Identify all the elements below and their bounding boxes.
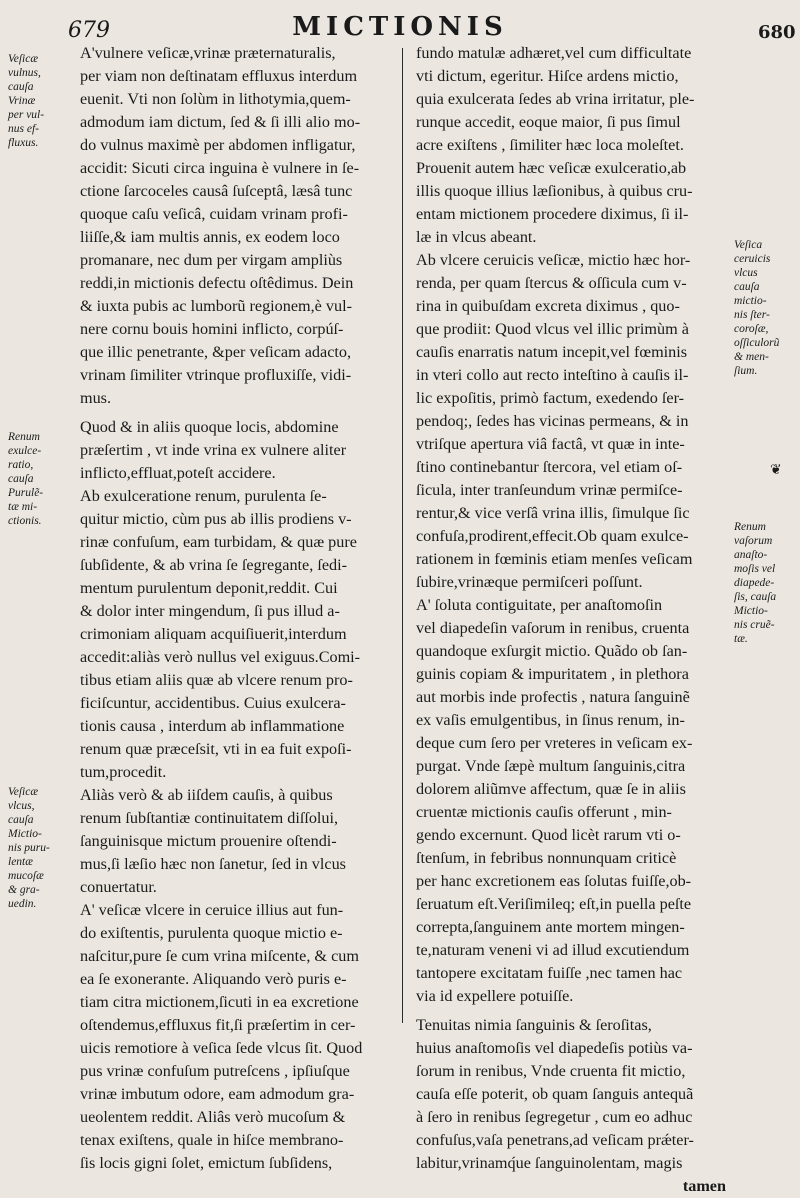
text-line: ficiſcuntur, accidentibus. Cuius exulcera-	[80, 694, 346, 712]
text-line: in vteri collo aut recto inteſtino à cauſis il-	[416, 366, 689, 384]
text-line: euenit. Vti non ſolùm in lithotymia,quem-	[80, 90, 351, 108]
margin-note-line: vaſorum	[734, 535, 773, 547]
text-line: naſcitur,pure ſe cum vrina miſcente, & cum	[80, 947, 359, 965]
margin-note-line: ſis, cauſa	[734, 591, 777, 603]
text-line: vrinæ imbutum odore, eam admodum gra-	[80, 1085, 355, 1103]
text-line: mentum purulentum deponit,reddit. Cui	[80, 579, 338, 597]
text-line: promanare, nec dum per virgam ampliùs	[80, 251, 343, 269]
margin-note-line: Veſicæ	[8, 53, 39, 65]
text-line: acre exiſtens , ſimiliter hæc loca moleſtet.	[416, 136, 684, 154]
margin-note-line: ratio,	[8, 459, 34, 471]
text-line: tiam citra mictionem,ſicuti in ea excretione	[80, 993, 359, 1011]
margin-note-line: mictio-	[734, 295, 767, 307]
margin-note-line: Veſicæ	[8, 786, 39, 798]
margin-note-line: nus ef-	[8, 123, 39, 135]
text-line: renum quæ præceſsit, vti in ea fuit expoſi-	[80, 740, 352, 758]
margin-note-line: exulce-	[8, 445, 42, 457]
margin-note-line: oſſiculorũ	[734, 337, 780, 349]
text-line: admodum iam dictum, ſed & ſi illi alio mo-	[80, 113, 361, 131]
text-line: quia exulcerata ſedes ab vrina irritatur, ple-	[416, 90, 695, 108]
text-line: ſtenſum, in febribus nonnunquam criticè	[416, 849, 677, 867]
text-line: Ab vlcere ceruicis veſicæ, mictio hæc hor-	[416, 251, 691, 269]
text-line: & dolor inter mingendum, ſi pus illud a-	[80, 602, 340, 620]
text-line: per viam non deſtinatam effluxus interdum	[80, 67, 358, 85]
margin-note-line: ctionis.	[8, 515, 42, 527]
text-line: vti dictum, egeritur. Hiſce ardens mictio,	[416, 67, 679, 85]
corner-mark: 680	[758, 22, 796, 43]
text-line: oſtendemus,effluxus fit,ſi præſertim in cer-	[80, 1016, 356, 1034]
text-line: mus,ſi læſio hæc non ſanetur, ſed in vlcus	[80, 855, 346, 873]
text-line: vrinam ſimiliter vtrinque profluxiſſe, vidi-	[80, 366, 352, 384]
text-line: læ in vlcus abeant.	[416, 228, 537, 246]
text-line: ſis locis gigni ſolet, emictum ſubſidens,	[80, 1154, 333, 1172]
margin-note-bladder-neck-ulcer	[734, 238, 779, 378]
margin-note-line: moſis vel	[734, 563, 776, 575]
margin-note-line: cauſa	[8, 81, 34, 93]
text-line: accedit:aliàs verò nullus vel exiguus.Comi-	[80, 648, 361, 666]
text-line: à ſero in renibus ſegregetur , cum eo adhuc	[416, 1108, 693, 1126]
text-line: deque cum ſero per vreteres in veſicam ex-	[416, 734, 693, 752]
text-line: ueolentem reddit. Aliâs verò mucoſum &	[80, 1108, 346, 1126]
text-line: tionis causa , interdum ab inflammatione	[80, 717, 345, 735]
text-line: nere cornu bouis homini inflicto, corpúſ-	[80, 320, 344, 338]
text-line: dolorem aliũmve affectum, quæ ſe in aliis	[416, 780, 686, 798]
page-number: 679	[68, 18, 110, 43]
margin-note-line: Mictio-	[734, 605, 768, 617]
text-line: labitur,vrinamq́ue ſanguinolentam, magis	[416, 1154, 683, 1172]
running-head: MICTIONIS	[292, 12, 508, 42]
text-line: tum,procedit.	[80, 763, 167, 781]
margin-note-line: cauſa	[734, 281, 760, 293]
left-text-column	[80, 42, 396, 1175]
text-line: entam mictionem procedere diximus, ſi il-	[416, 205, 689, 223]
margin-note-line: cauſa	[8, 814, 34, 826]
catchword: tamen	[682, 1177, 726, 1195]
text-line: vel diapedeſin vaſorum in renibus, cruenta	[416, 619, 690, 637]
text-line: tenax exiſtens, quale in hiſce membrano-	[80, 1131, 344, 1149]
text-line: quitur mictio, cùm pus ab illis prodiens v-	[80, 510, 352, 528]
margin-note-line: nis cruẽ-	[734, 619, 775, 631]
text-line: ſicula, inter tranſeundum vrinæ permiſce-	[416, 481, 683, 499]
text-line: que illic penetrante, &per veſicam adacto,	[80, 343, 352, 361]
text-line: via id expellere potuiſſe.	[416, 987, 574, 1005]
text-line: que prodiit: Quod vlcus vel illic primùm à	[416, 320, 689, 338]
margin-note-line: per vul-	[8, 109, 45, 121]
text-line: Tenuitas nimia ſanguinis & ſeroſitas,	[416, 1016, 652, 1034]
text-line: Quod & in aliis quoque locis, abdomine	[80, 418, 339, 436]
text-line: cauſa eſſe poterit, ob quam ſanguis antequã	[416, 1085, 694, 1103]
margin-note-line: uedin.	[8, 898, 37, 910]
text-line: aut morbis inde profectis , natura ſanguinẽ	[416, 688, 690, 706]
text-line: reddi,in mictionis defectu oſtêdimus. Dein	[80, 274, 354, 292]
margin-note-line: anaſto-	[734, 549, 768, 561]
margin-note-line: Vrinæ	[8, 95, 36, 107]
text-line: A' ſoluta contiguitate, per anaſtomoſin	[416, 596, 663, 614]
margin-note-kidney-ulceration	[8, 430, 43, 528]
text-line: do exiſtentis, purulenta quoque mictio e-	[80, 924, 343, 942]
margin-note-line: lentæ	[8, 856, 33, 868]
text-line: quoque caſu veſicâ, cuidam vrinam profi-	[80, 205, 348, 223]
text-line: Ab exulceratione renum, purulenta ſe-	[80, 487, 327, 505]
margin-note-line: tæ mi-	[8, 501, 38, 513]
text-line: Prouenit autem hæc veſicæ exulceratio,ab	[416, 159, 687, 177]
text-line: mus.	[80, 389, 112, 407]
margin-note-line: nis ſter-	[734, 309, 770, 321]
text-line: ſeruatum eſt.Veriſimileq; eſt,in puella peſte	[416, 895, 692, 913]
text-line: cruentæ mictionis cauſis offerunt , min-	[416, 803, 672, 821]
text-line: renda, per quam ſtercus & oſſicula cum v-	[416, 274, 687, 292]
text-line: runque accedit, eoque maior, ſi pus ſimul	[416, 113, 681, 131]
printer-ornament: ❦	[770, 462, 782, 478]
text-line: pendoq;, ſedes has vicinas permeans, & in	[416, 412, 689, 430]
text-line: confuſus,vaſa penetrans,ad veſicam prǽter-	[416, 1131, 694, 1149]
text-line: cauſis enarratis natum incepit,vel fœminis	[416, 343, 688, 361]
margin-note-line: & men-	[734, 351, 769, 363]
text-line: ſubſidente, & ab vrina ſe ſegregante, ſedi-	[80, 556, 347, 574]
text-line: lic expoſitis, primò factum, exedendo ſer-	[416, 389, 685, 407]
column-divider	[402, 48, 403, 1023]
margin-note-line: ceruicis	[734, 253, 771, 265]
text-line: ctione ſarcoceles causâ ſuſceptâ, læsâ tunc	[80, 182, 353, 200]
margin-note-line: vulnus,	[8, 67, 41, 79]
text-line: ſtino continebantur ſtercora, vel etiam oſ-	[416, 458, 683, 476]
text-line: tantopere excitatam fuiſſe ,nec tamen hac	[416, 964, 683, 982]
text-line: præſertim , vt inde vrina ex vulnere aliter	[80, 441, 347, 459]
margin-note-wound	[8, 52, 44, 150]
text-line: per hanc excretionem eas ſolutas fuiſſe,ob-	[416, 872, 692, 890]
text-line: purgat. Vnde ſæpè multum ſanguinis,citra	[416, 757, 686, 775]
margin-note-line: Renum	[734, 521, 766, 533]
text-line: conuertatur.	[80, 878, 157, 896]
margin-note-line: tæ.	[734, 633, 748, 645]
text-line: A' veſicæ vlcere in ceruice illius aut fun-	[80, 901, 344, 919]
text-line: te,naturam veneni vi ad illud excutiendum	[416, 941, 690, 959]
margin-note-line: nis puru-	[8, 842, 50, 854]
text-line: rentur,& vice verſâ vrina illis, ſimulque ſic	[416, 504, 690, 522]
margin-note-bladder-ulcer	[8, 785, 50, 911]
margin-note-line: ſium.	[734, 365, 758, 377]
text-line: renum ſubſtantiæ continuitatem diſſolui,	[80, 809, 339, 827]
margin-note-line: Mictio-	[8, 828, 42, 840]
text-line: ſorum in renibus, Vnde cruenta fit mictio,	[416, 1062, 686, 1080]
text-line: rationem in fœminis etiam menſes veſicam	[416, 550, 693, 568]
text-line: ſanguinisque mictum prouenire oſtendi-	[80, 832, 337, 850]
margin-note-line: mucoſæ	[8, 870, 44, 882]
text-line: & iuxta pubis ac lumborũ regionem,è vul-	[80, 297, 352, 315]
margin-note-line: Purulẽ-	[8, 487, 44, 499]
text-line: tibus etiam aliis quæ ab vlcere renum pro-	[80, 671, 353, 689]
margin-note-line: Veſica	[734, 239, 763, 251]
margin-note-line: Renum	[8, 431, 40, 443]
text-line: correpta,ſanguinem ante mortem mingen-	[416, 918, 685, 936]
margin-note-line: & gra-	[8, 884, 40, 896]
text-line: rina in quibuſdam excreta diximus , quo-	[416, 297, 680, 315]
margin-note-line: coroſæ,	[734, 323, 769, 335]
text-line: vtriſque apertura viâ factâ, vt quæ in inte-	[416, 435, 685, 453]
margin-note-line: cauſa	[8, 473, 34, 485]
text-line: liiſſe,& iam multis annis, ex eodem loco	[80, 228, 340, 246]
text-line: fundo matulæ adhæret,vel cum difficultate	[416, 44, 692, 62]
text-line: ex vaſis emulgentibus, in ſinus renum, in-	[416, 711, 685, 729]
text-line: rinæ confuſum, eam turbidam, & quæ pure	[80, 533, 357, 551]
text-line: quandoque exſurgit mictio. Quãdo ob ſan-	[416, 642, 688, 660]
text-line: confuſa,prodirent,effecit.Ob quam exulce-	[416, 527, 689, 545]
text-line: ea ſe exonerante. Aliquando verò puris e-	[80, 970, 347, 988]
text-line: huius anaſtomoſis vel diapedeſis potiùs va-	[416, 1039, 693, 1057]
text-line: do vulnus maximè per abdomen infligatur,	[80, 136, 356, 154]
margin-note-line: vlcus,	[8, 800, 35, 812]
margin-note-line: fluxus.	[8, 137, 39, 149]
text-line: guinis copiam & impuritatem , in plethora	[416, 665, 689, 683]
text-line: Aliàs verò & ab iiſdem cauſis, à quibus	[80, 786, 333, 804]
text-line: A'vulnere veſicæ,vrinæ præternaturalis,	[80, 44, 336, 62]
text-line: crimoniam aliquam acquiſiuerit,interdum	[80, 625, 347, 643]
text-line: illis quoque illius læſionibus, à quibus cru-	[416, 182, 693, 200]
margin-note-renal-vessels	[734, 520, 776, 646]
text-line: pus vrinæ confuſum putreſcens , ipſiuſque	[80, 1062, 350, 1080]
text-line: ſubire,vrinæque permiſceri poſſunt.	[416, 573, 643, 591]
text-line: inflicto,effluat,poteſt accidere.	[80, 464, 276, 482]
margin-note-line: vlcus	[734, 267, 758, 279]
text-line: accidit: Sicuti circa inguina è vulnere in ſe-	[80, 159, 360, 177]
text-line: gendo excernunt. Quod licèt rarum vti o-	[416, 826, 681, 844]
text-line: uicis remotiore à veſica ſede vlcus ſit. Quod	[80, 1039, 363, 1057]
right-text-column	[416, 42, 726, 1198]
margin-note-line: diapede-	[734, 577, 775, 589]
